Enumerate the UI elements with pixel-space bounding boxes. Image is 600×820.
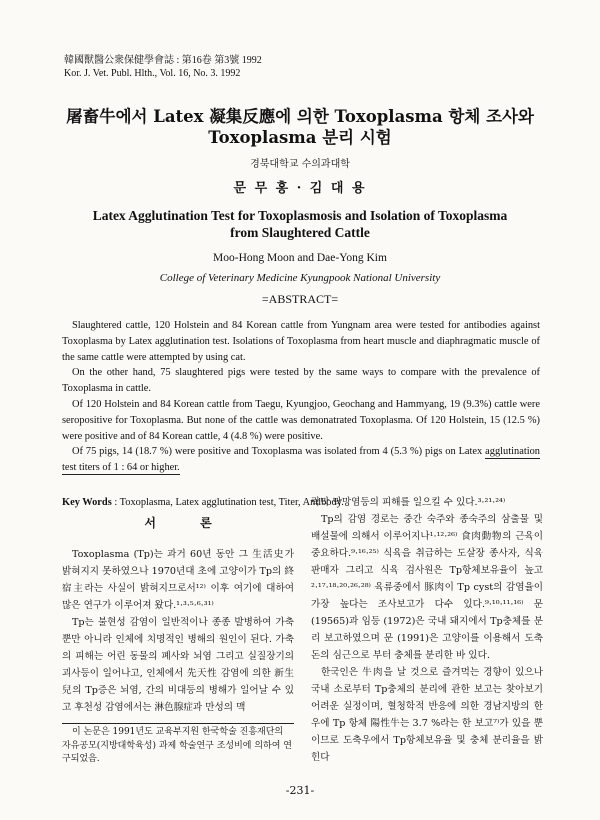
paper-title-english-line1: Latex Agglutination Test for Toxoplasmosis and Isolation of Toxoplasma [92,208,508,223]
left-column [62,505,294,716]
abstract-paragraph: On the other hand, 75 slaughtered pigs were tested by the same ways to compare with the prevalence of Toxoplasma in cattle. [62,367,540,395]
authors-english: Moo-Hong Moon and Dae-Yong Kim [213,252,387,264]
abstract-paragraph-text: Of 75 pigs, 14 (18.7 %) were positive and Toxoplasma was isolated from 4 (5.3 %) pigs on Latex [72,446,486,458]
keywords-text: : Toxoplasma, Latex agglutination test, Titer, Antibody. [111,497,344,508]
body-paragraph: 락막 막망염등의 피해를 일으킬 수 있다.³·²¹·²⁴⁾ [311,497,506,508]
body-paragraph: 한국인은 牛肉을 날 것으로 즐겨먹는 경향이 있으나 국내 소로부터 Tp충체의 분리에 관한 보고는 찾아보기 어려운 실정이며, 혈청학적 반응에 의한 경남지방의 한우에 Tp 항체 陽性牛는 3.7 %라는 한 보고⁷⁾가 있을 뿐이므로 도축우에서 Tp항체보유율 및 충체 분리율을 밝힌다 [311,667,543,763]
abstract-paragraph: Of 120 Holstein and 84 Korean cattle from Taegu, Kyungjoo, Geochang and Hammyang, 19 (9.3%) cattle were seropositive for Toxoplasma. But none of the cattle was demonatrated Toxoplasma. Of 120 Holstein, 15 (12.5 %) were positive and of 84 Korean cattle, 4 (4.8 %) were positive. [62,398,540,442]
right-column [311,494,543,766]
paper-title-english [40,207,560,241]
abstract-underlined-text: agglutination test titers of 1 : 64 or higher. [62,446,540,474]
paper-title-english-line2: from Slaughtered Cattle [230,225,370,240]
page-number: -231- [285,784,315,797]
footnote-divider [62,723,294,724]
institution-english: College of Veterinary Medicine Kyungpook National University [159,272,441,284]
journal-citation [64,54,262,80]
body-paragraph: Tp는 불현성 감염이 일반적이나 종종 발병하여 가축 뿐만 아니라 인체에 치명적인 병해의 원인이 된다. 가축의 피해는 어린 동물의 폐사와 뇌염 그리고 실질장기의 괴사등이 일어나고, 인체에서 先天性 감염에 의한 新生兒의 Tp증은 뇌염, 간의 비대등의 병해가 일어날 수 있고 후천성 감염에서는 淋色腺症과 만성의 맥 [62,617,294,713]
journal-citation-korean: 韓國獸醫公衆保健學會誌 : 第16卷 第3號 1992 [64,55,262,66]
paper-title-korean [40,106,560,148]
section-heading-introduction: 서 론 [144,516,232,530]
body-paragraph: Tp의 감염 경로는 중간 숙주와 종숙주의 삼출물 및 배설물에 의해서 이루어지나¹·¹²·²⁶⁾ 食肉動物의 근육이 중요하다.⁹·¹⁶·²⁵⁾ 식육을 취급하는 도살장 종사자, 식육 판매자 그리고 식육 검사원은 Tp항체보유율이 높고²·¹⁷·¹⁸·²⁰·²⁶·²⁸⁾ 육류중에서 豚肉이 Tp cyst의 감염율이 가장 높다는 조사보고가 다수 있다.⁹·¹⁰·¹¹·¹⁶⁾ 문 (19565)과 임등 (1972)은 국내 돼지에서 Tp충체를 분리 보고하였으며 문 (1991)은 고양이를 이용해서 도축돈의 심근으로 부터 충체를 분리한 바 있다. [311,514,543,661]
institution-korean: 경북대학교 수의과대학 [250,159,350,170]
footnote-text: 이 논문은 1991년도 교육부지원 한국학술 진흥재단의 자유공모(지방대학육성) 과제 학술연구 조성비에 의하여 연구되었음. [62,727,292,764]
keywords-label: Key Words [62,497,112,508]
journal-citation-english: Kor. J. Vet. Publ. Hlth., Vol. 16, No. 3. 1992 [64,68,241,79]
authors-korean: 문 무 홍 · 김 대 용 [233,181,367,196]
abstract-body [62,318,540,476]
paper-title-korean-line2: Toxoplasma 분리 시험 [208,128,392,147]
abstract-paragraph [62,444,540,476]
footnote [62,726,294,767]
abstract-paragraph: Slaughtered cattle, 120 Holstein and 84 Korean cattle from Yungnam area were tested for antibodies against Toxoplasma by Latex agglutination test. Isolations of Toxoplasma from heart muscle and diaphragmatic muscle of the same cattle were attempted by using cat. [62,320,540,363]
abstract-heading: =ABSTRACT= [261,292,339,306]
body-paragraph: Toxoplasma (Tp)는 과거 60년 동안 그 生活史가 밝혀지지 못하였으나 1970년대 초에 고양이가 Tp의 終宿主라는 사실이 밝혀지므로서¹²⁾ 이후 여기에 대하여 많은 연구가 이루어져 왔다.¹·³·⁵·⁶·³¹⁾ [62,549,294,611]
paper-title-korean-line1: 屠畜牛에서 Latex 凝集反應에 의한 Toxoplasma 항체 조사와 [66,107,534,126]
